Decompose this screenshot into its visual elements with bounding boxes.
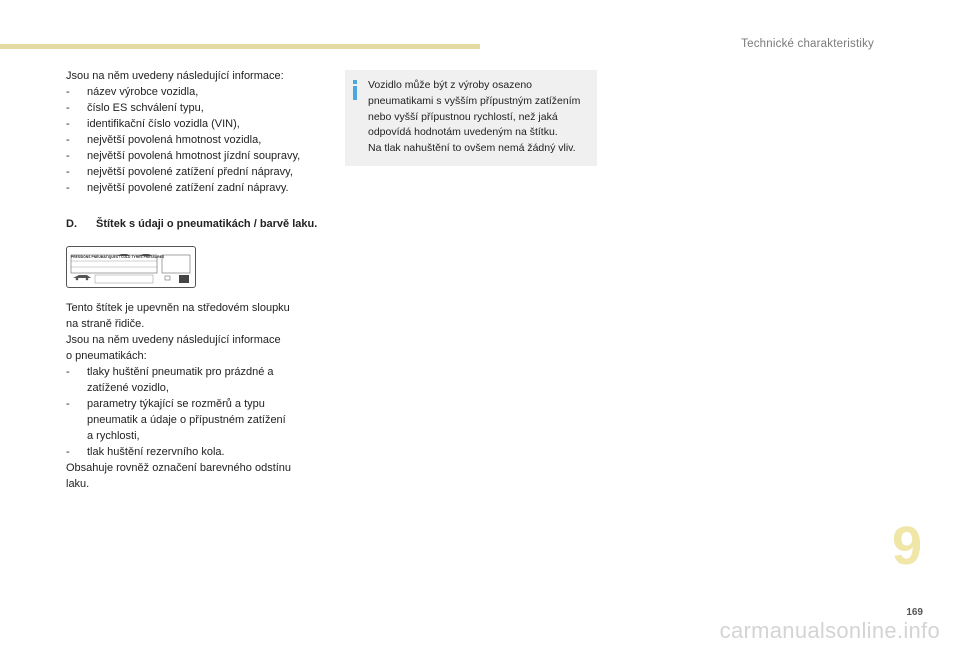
chapter-number: 9 xyxy=(891,516,922,576)
list-item xyxy=(66,444,336,460)
list-item-line: a rychlosti, xyxy=(87,430,140,442)
info-line: Vozidlo může být z výroby osazeno xyxy=(368,79,533,91)
info-line: Na tlak nahuštění to ovšem nemá žádný vliv. xyxy=(368,142,576,155)
list-item-line: - tlaky huštění pneumatik pro prázdné a xyxy=(87,366,274,378)
closing-line: Obsahuje rovněž označení barevného odstínu xyxy=(66,462,292,474)
info-note-box xyxy=(345,70,597,166)
main-column xyxy=(66,68,336,492)
tyre-label-title: PRESSIONS PNEUMATIQUES / COLD TYRES PRESSURES xyxy=(71,255,165,259)
location-line: na straně řidiče. xyxy=(66,318,145,330)
info-line: pneumatikami s vyšším přípustným zatížením xyxy=(368,94,581,107)
section-accent-bar xyxy=(0,44,480,49)
list-item: - název výrobce vozidla, xyxy=(66,84,336,100)
intro-text: Jsou na něm uvedeny následující informace: xyxy=(66,70,284,82)
tyre-label-description xyxy=(66,300,336,492)
list-item: - největší povolené zatížení přední nápravy, xyxy=(66,164,336,180)
list-item-line: pneumatik a údaje o přípustném zatížení xyxy=(87,414,286,426)
page-number: 169 xyxy=(906,607,923,618)
list-item: - největší povolené zatížení zadní nápravy. xyxy=(66,180,336,196)
info-line: Jsou na něm uvedeny následující informace xyxy=(66,334,281,346)
label-info-list xyxy=(66,84,336,196)
info-line: odpovídá hodnotám uvedeným na štítku. xyxy=(368,126,558,139)
list-item xyxy=(66,364,336,396)
watermark: carmanualsonline.info xyxy=(719,618,940,643)
list-item: - číslo ES schválení typu, xyxy=(66,100,336,116)
info-icon xyxy=(351,80,359,102)
list-item: - identifikační číslo vozidla (VIN), xyxy=(66,116,336,132)
location-line: Tento štítek je upevněn na středovém sloupku xyxy=(66,302,290,314)
list-item-line: - parametry týkající se rozměrů a typu xyxy=(87,398,265,410)
heading-text: Štítek s údaji o pneumatikách / barvě laku. xyxy=(96,218,318,230)
list-item-line: zatížené vozidlo, xyxy=(87,382,169,394)
closing-line: laku. xyxy=(66,478,90,490)
tyre-info-list xyxy=(66,364,336,460)
info-line: o pneumatikách: xyxy=(66,350,147,362)
info-note-text xyxy=(368,78,594,157)
section-heading-d xyxy=(66,216,336,232)
section-title: Technické charakteristiky xyxy=(741,38,874,50)
list-item-line: - tlak huštění rezervního kola. xyxy=(87,446,225,458)
list-item: - největší povolená hmotnost vozidla, xyxy=(66,132,336,148)
heading-letter: D. xyxy=(66,218,77,230)
list-item: - největší povolená hmotnost jízdní soupravy, xyxy=(66,148,336,164)
list-item xyxy=(66,396,336,444)
tyre-pressure-label-illustration xyxy=(66,246,196,288)
info-line: nebo vyšší přípustnou rychlostí, než jaká xyxy=(368,110,558,123)
